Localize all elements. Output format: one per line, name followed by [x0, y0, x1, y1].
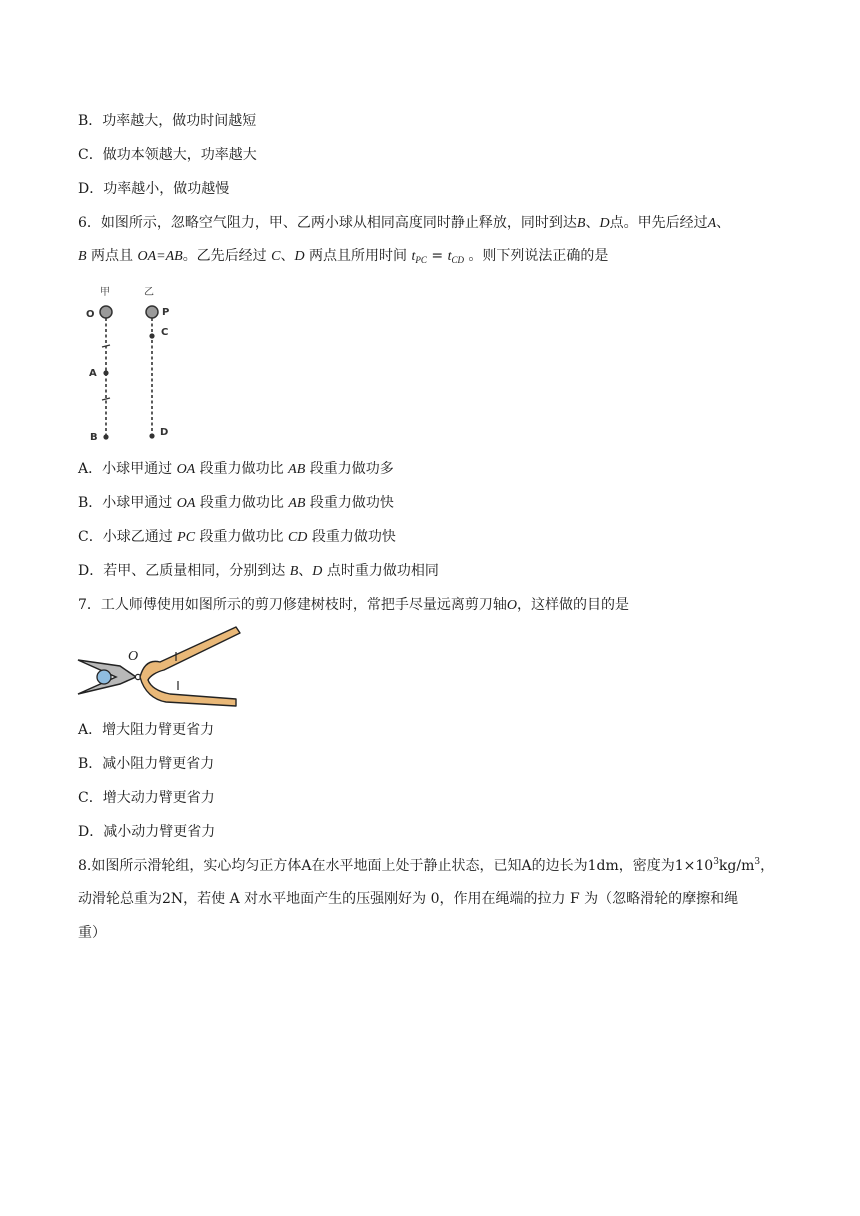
q6-option-c: C．小球乙通过 PC 段重力做功比 CD 段重力做功快	[78, 529, 396, 545]
point-a-label: A	[89, 368, 97, 379]
q7-option-a: A．增大阻力臂更省力	[78, 722, 215, 738]
q8-stem-line3: 重）	[78, 925, 106, 941]
point-b-label: B	[90, 432, 98, 443]
branch-circle	[97, 670, 111, 684]
q7-option-d: D．减小动力臂更省力	[78, 824, 216, 840]
point-d-label: D	[160, 427, 169, 438]
q6-stem-line1: 6．如图所示，忽略空气阻力，甲、乙两小球从相同高度同时静止释放，同时到达B、D点。甲先后经过A、	[78, 215, 731, 231]
figure-label-yi: 乙	[144, 287, 154, 298]
pivot-o-label: O	[128, 649, 139, 664]
ball-jia	[100, 306, 112, 318]
q6-option-d: D．若甲、乙质量相同，分别到达 B、D 点时重力做功相同	[78, 563, 439, 579]
q5-option-c: C．做功本领越大，功率越大	[78, 147, 257, 163]
shears-handles	[140, 627, 240, 706]
point-d	[149, 433, 154, 438]
point-p-label: P	[162, 307, 170, 318]
ball-yi	[146, 306, 158, 318]
point-c-label: C	[161, 327, 169, 338]
q8-stem-line2: 动滑轮总重为2N，若使 A 对水平地面产生的压强刚好为 0，作用在绳端的拉力 F 为（忽略滑轮的摩擦和绳	[78, 891, 739, 907]
q7-option-c: C．增大动力臂更省力	[78, 790, 215, 806]
tick-mark-ab	[102, 398, 110, 400]
point-a	[103, 370, 108, 375]
q6-option-a: A．小球甲通过 OA 段重力做功比 AB 段重力做功多	[78, 461, 394, 477]
point-o-label: O	[86, 309, 95, 320]
point-b	[103, 434, 108, 439]
q5-option-d: D．功率越小，做功越慢	[78, 181, 230, 197]
q7-stem: 7．工人师傅使用如图所示的剪刀修建树枝时，常把手尽量远离剪刀轴O，这样做的目的是	[78, 597, 630, 613]
q5-option-b: B．功率越大，做功时间越短	[78, 113, 257, 129]
falling-balls-figure	[78, 280, 188, 450]
pruning-shears-figure	[76, 622, 246, 712]
figure-label-jia: 甲	[100, 287, 110, 298]
q7-option-b: B．减小阻力臂更省力	[78, 756, 215, 772]
q6-stem-line2: B 两点且 OA=AB。乙先后经过 C、D 两点且所用时间 $t_{PC} = t_{CD}$ 。则下列说法正确的是	[78, 248, 609, 265]
q6-option-b: B．小球甲通过 OA 段重力做功比 AB 段重力做功快	[78, 495, 394, 511]
point-c	[149, 333, 154, 338]
q8-stem-line1: 8.如图所示滑轮组，实心均匀正方体A在水平地面上处于静止状态，已知A的边长为1dm，密度为$1\times 10^3kg/m^3$，	[78, 857, 775, 874]
